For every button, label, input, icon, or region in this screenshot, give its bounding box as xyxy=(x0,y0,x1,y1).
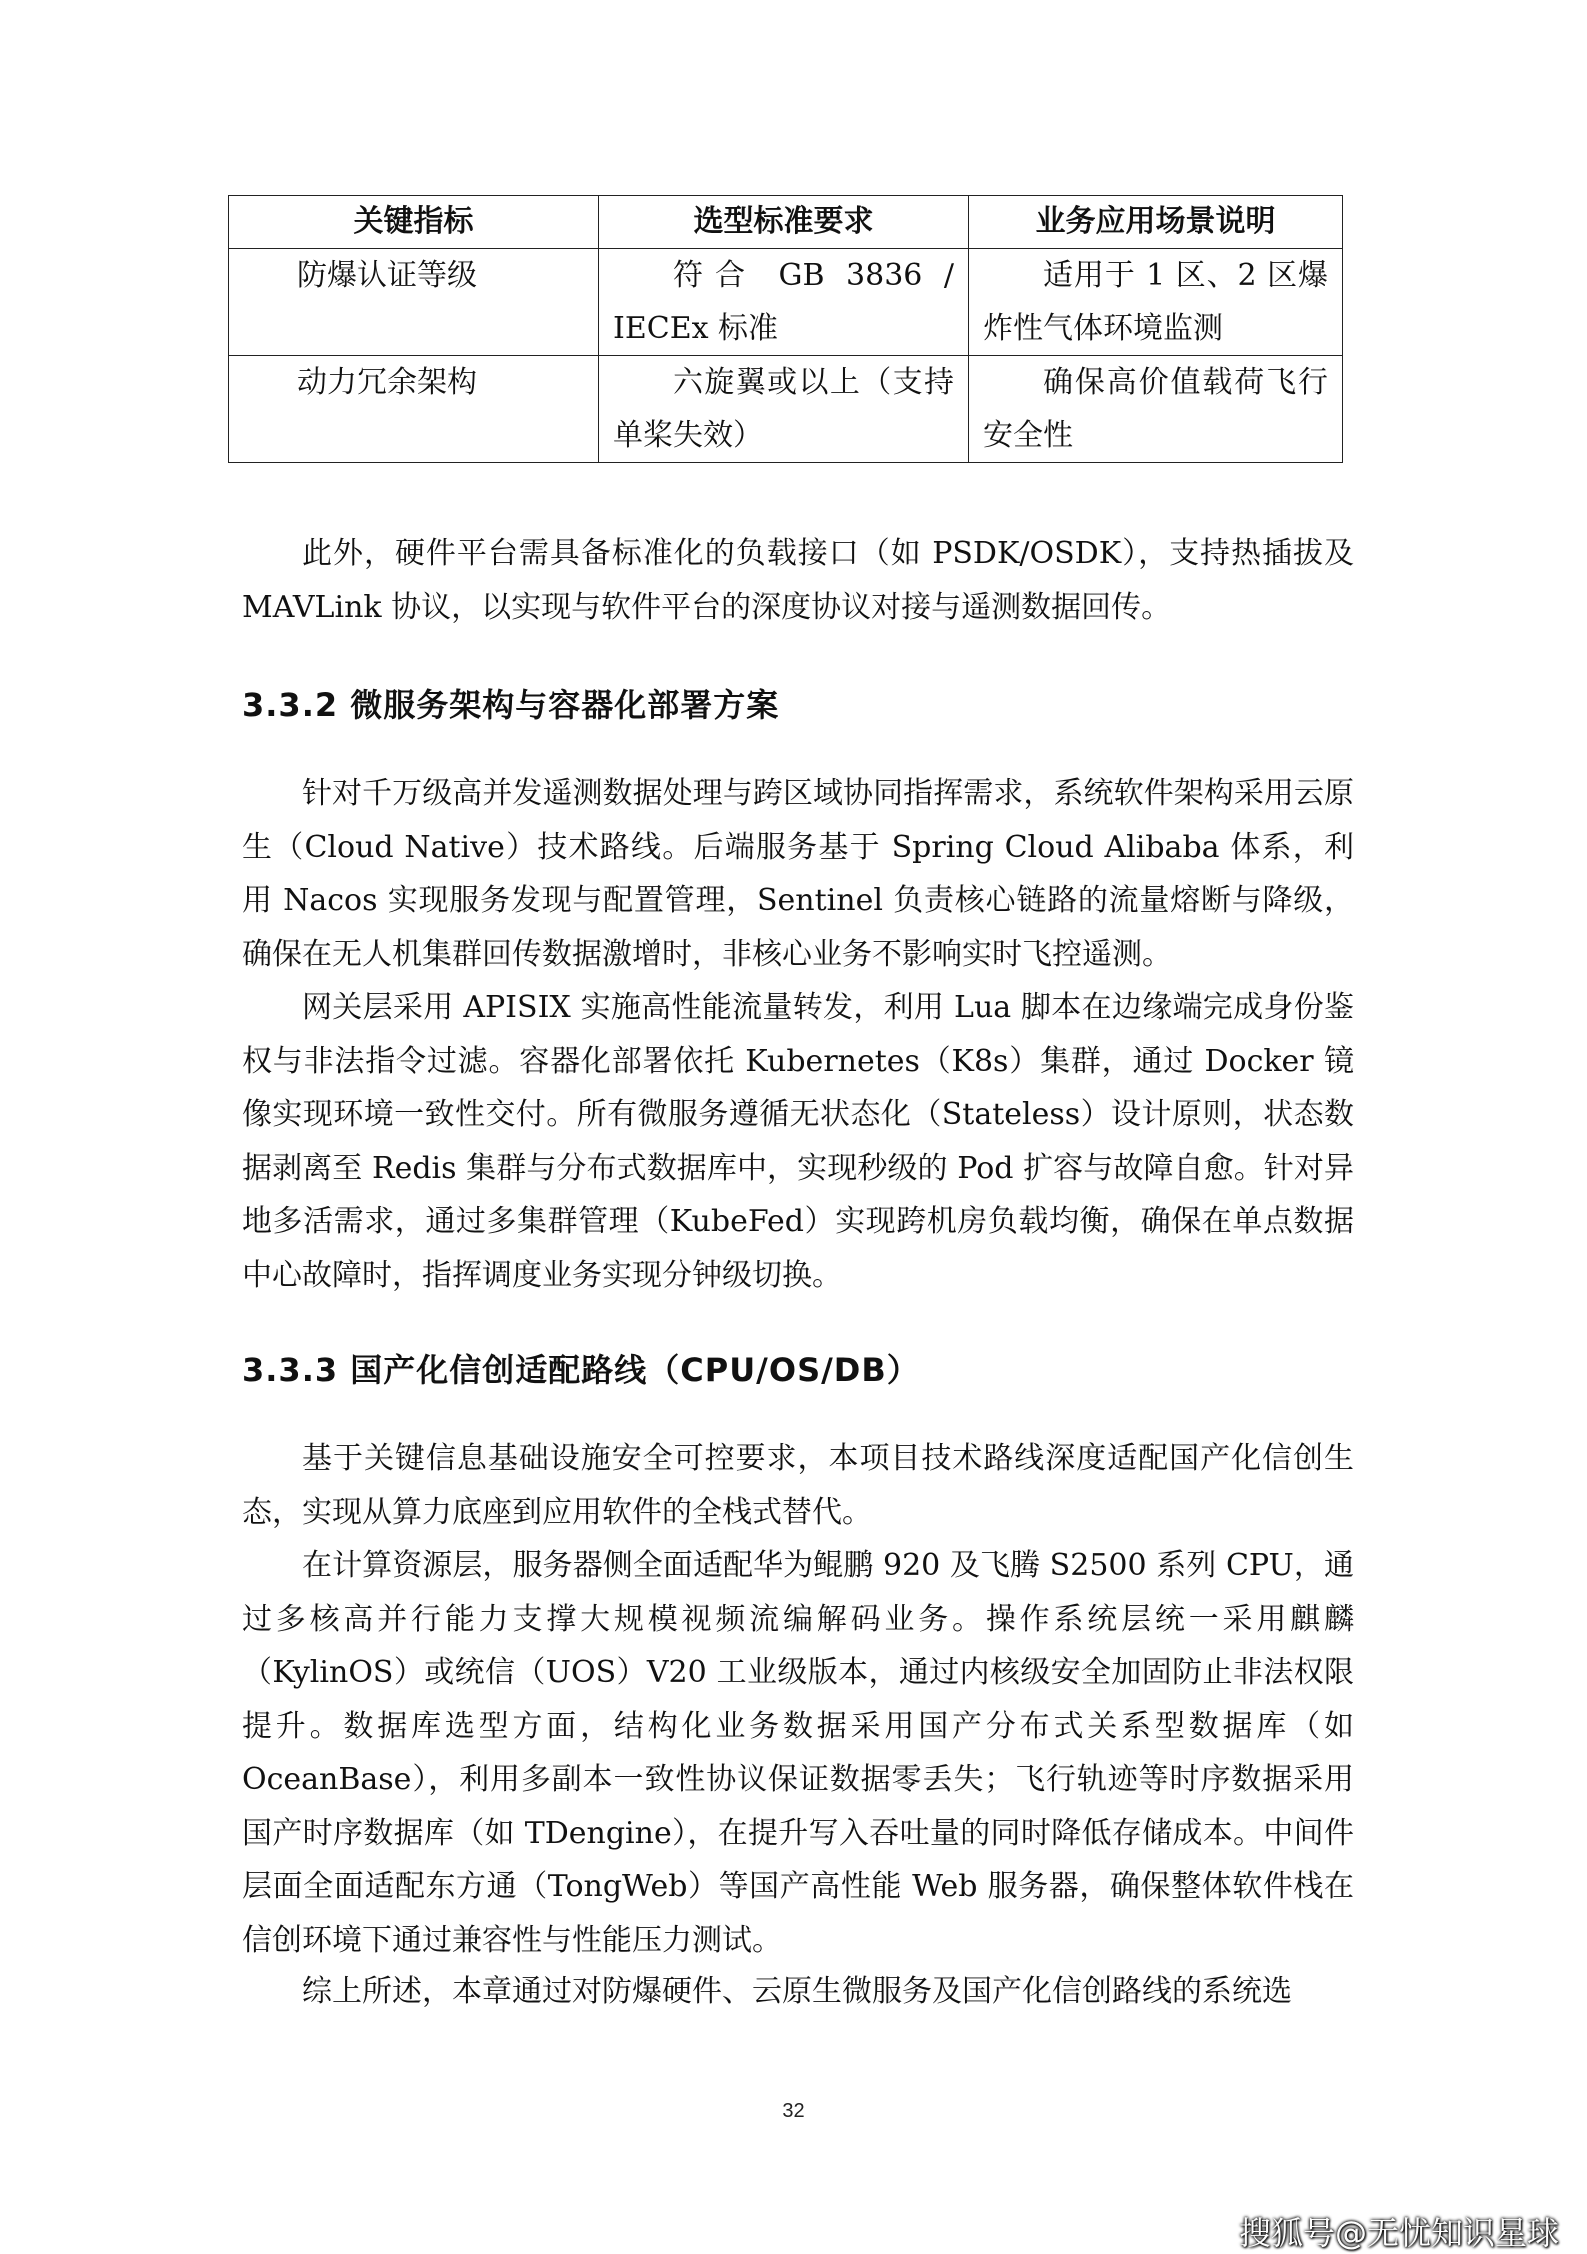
table-header-indicator: 关键指标 xyxy=(229,196,599,249)
table-cell-indicator: 动力冗余架构 xyxy=(229,356,599,463)
table-row xyxy=(229,356,1343,463)
spec-table xyxy=(228,195,1343,463)
section-3-3-3-paragraph-3: 综上所述，本章通过对防爆硬件、云原生微服务及国产化信创路线的系统选 xyxy=(302,1974,1292,2009)
table-header-scenario: 业务应用场景说明 xyxy=(969,196,1343,249)
table-header-row xyxy=(229,196,1343,249)
intro-paragraph: 此外，硬件平台需具备标准化的负载接口（如 PSDK/OSDK），支持热插拔及 MAVLink 协议，以实现与软件平台的深度协议对接与遥测数据回传。 xyxy=(242,536,1354,625)
table-cell-scenario: 适用于 1 区、2 区爆炸性气体环境监测 xyxy=(969,249,1343,356)
table-cell-scenario: 确保高价值载荷飞行安全性 xyxy=(969,356,1343,463)
watermark: 搜狐号@无忧知识星球 xyxy=(1238,2214,1559,2252)
table-row xyxy=(229,249,1343,356)
table-cell-standard: 六旋翼或以上（支持单桨失效） xyxy=(599,356,969,463)
section-3-3-3-paragraph-2: 在计算资源层，服务器侧全面适配华为鲲鹏 920 及飞腾 S2500 系列 CPU，通过多核高并行能力支撑大规模视频流编解码业务。操作系统层统一采用麒麟（KylinOS）或统信（UOS）V20 工业级版本，通过内核级安全加固防止非法权限提升。数据库选型方面，结构化业务数据采用国产分布式关系型数据库（如 OceanBase），利用多副本一致性协议保证数据零丢失；飞行轨迹等时序数据采用国产时序数据库（如 TDengine），在提升写入吞吐量的同时降低存储成本。中间件层面全面适配东方通（TongWeb）等国产高性能 Web 服务器，确保整体软件栈在信创环境下通过兼容性与性能压力测试。 xyxy=(242,1548,1354,1958)
section-heading-3-3-3: 3.3.3 国产化信创适配路线（CPU/OS/DB） xyxy=(242,1351,920,1389)
table-cell-standard: 符合 GB 3836 / IECEx 标准 xyxy=(599,249,969,356)
page-number: 32 xyxy=(782,2100,805,2122)
table-cell-indicator: 防爆认证等级 xyxy=(229,249,599,356)
section-3-3-2-paragraph-2: 网关层采用 APISIX 实施高性能流量转发，利用 Lua 脚本在边缘端完成身份鉴权与非法指令过滤。容器化部署依托 Kubernetes（K8s）集群，通过 Docker 镜像实现环境一致性交付。所有微服务遵循无状态化（Stateless）设计原则，状态数据剥离至 Redis 集群与分布式数据库中，实现秒级的 Pod 扩容与故障自愈。针对异地多活需求，通过多集群管理（KubeFed）实现跨机房负载均衡，确保在单点数据中心故障时，指挥调度业务实现分钟级切换。 xyxy=(242,990,1354,1293)
section-3-3-2-paragraph-1: 针对千万级高并发遥测数据处理与跨区域协同指挥需求，系统软件架构采用云原生（Cloud Native）技术路线。后端服务基于 Spring Cloud Alibaba 体系，利用 Nacos 实现服务发现与配置管理，Sentinel 负责核心链路的流量熔断与降级，确保在无人机集群回传数据激增时，非核心业务不影响实时飞控遥测。 xyxy=(242,776,1354,972)
section-3-3-3-paragraph-1: 基于关键信息基础设施安全可控要求，本项目技术路线深度适配国产化信创生态，实现从算力底座到应用软件的全栈式替代。 xyxy=(242,1441,1354,1530)
section-heading-3-3-2: 3.3.2 微服务架构与容器化部署方案 xyxy=(242,686,780,724)
table-header-standard: 选型标准要求 xyxy=(599,196,969,249)
